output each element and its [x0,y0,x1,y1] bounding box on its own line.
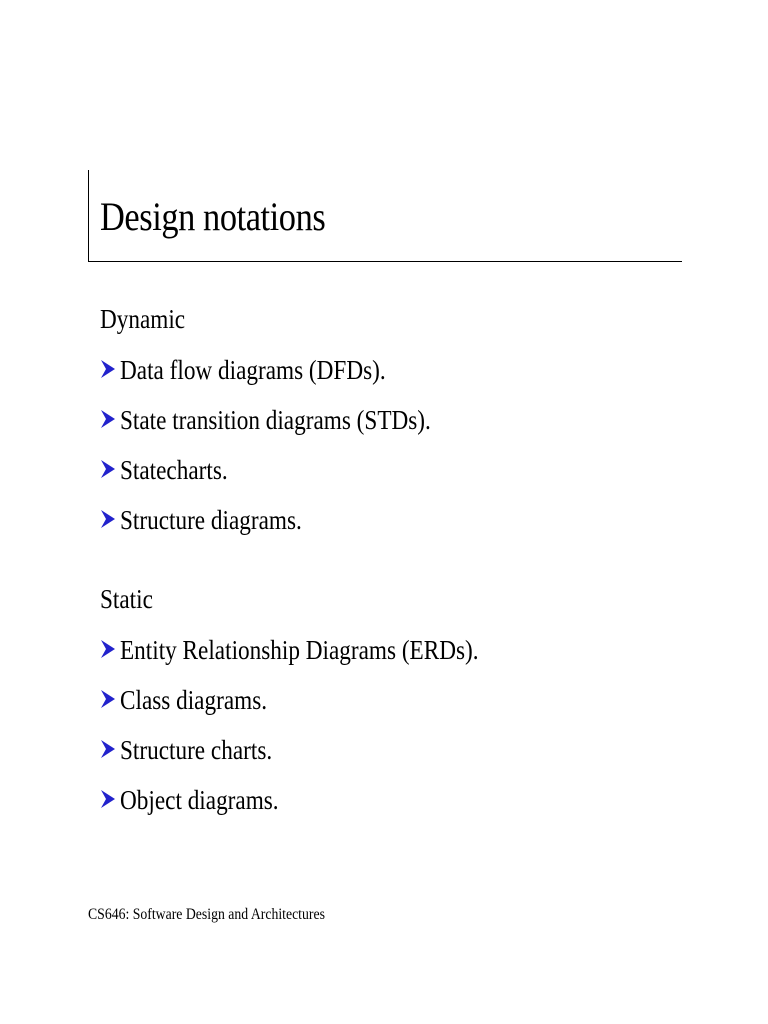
arrow-bullet-icon [100,639,116,659]
list-item-label: Statecharts. [120,455,228,485]
list-item-label: Data flow diagrams (DFDs). [120,355,386,385]
bullet-list-dynamic [100,345,481,545]
list-item [100,345,481,395]
arrow-bullet-icon [100,689,116,709]
list-item [100,775,537,825]
list-item-label: Structure diagrams. [120,505,302,535]
section-heading: Dynamic [100,304,186,334]
list-item-label: State transition diagrams (STDs). [120,405,431,435]
arrow-bullet-icon [100,409,116,429]
list-item [100,675,537,725]
list-item [100,625,537,675]
list-item-label: Object diagrams. [120,785,279,815]
section-heading: Static [100,584,153,614]
arrow-bullet-icon [100,459,116,479]
slide-footer: CS646: Software Design and Architectures [88,906,325,923]
list-item [100,445,481,495]
list-item [100,395,481,445]
list-item-label: Structure charts. [120,735,273,765]
arrow-bullet-icon [100,509,116,529]
bullet-list-static [100,625,537,825]
section-static [100,583,537,825]
arrow-bullet-icon [100,789,116,809]
arrow-bullet-icon [100,359,116,379]
list-item [100,725,537,775]
section-dynamic [100,303,481,545]
list-item-label: Class diagrams. [120,685,268,715]
arrow-bullet-icon [100,739,116,759]
list-item [100,495,481,545]
list-item-label: Entity Relationship Diagrams (ERDs). [120,635,479,665]
slide-title: Design notations [100,194,326,239]
